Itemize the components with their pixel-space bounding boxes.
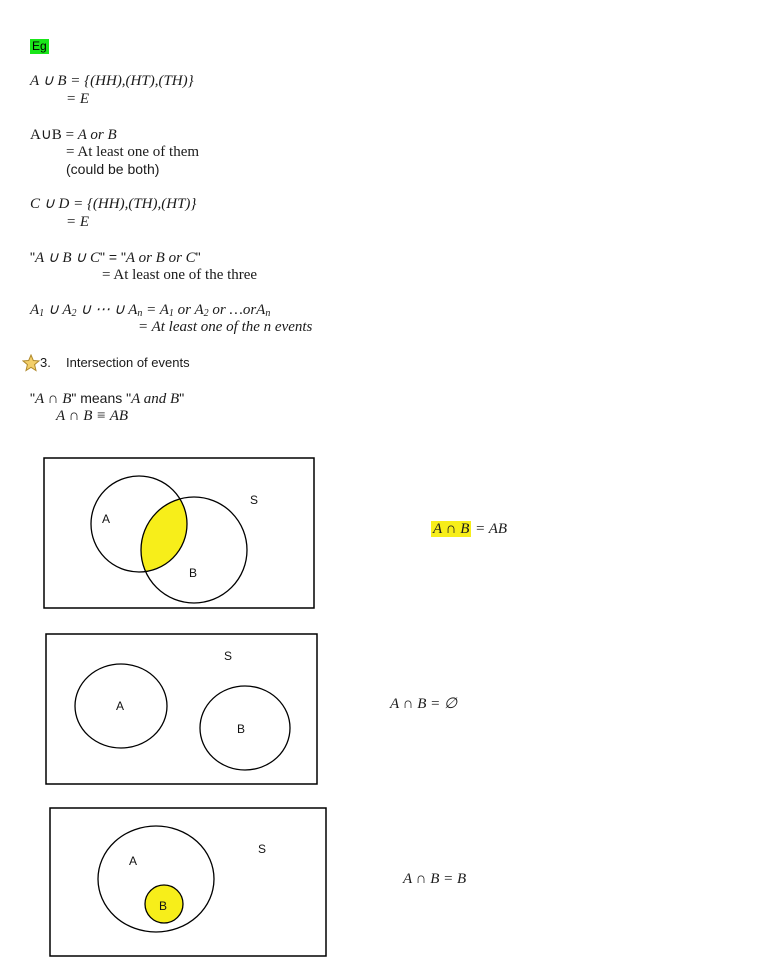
union-ab-line1: A ∪ B = {(HH),(HT),(TH)} bbox=[30, 73, 194, 89]
n-events-sub2: 2 bbox=[71, 308, 77, 319]
label-a: A bbox=[116, 699, 125, 713]
int-quote-close: " bbox=[179, 390, 185, 406]
three-lhs: A ∪ B ∪ C bbox=[34, 250, 101, 266]
n-events-sub1: 1 bbox=[39, 308, 45, 319]
int-quote-open: " bbox=[30, 390, 35, 406]
section-number: 3. bbox=[40, 355, 51, 370]
diagram1-caption-rest: = AB bbox=[471, 521, 508, 537]
label-s: S bbox=[258, 842, 267, 856]
or-def-prefix: A∪B = bbox=[30, 127, 78, 143]
diagram2-caption: A ∩ B = ∅ bbox=[390, 696, 458, 712]
or-def-line3: (could be both) bbox=[66, 161, 160, 177]
label-s: S bbox=[224, 649, 233, 663]
int-lhs: A ∩ B bbox=[34, 391, 72, 407]
label-a: A bbox=[129, 854, 138, 868]
label-s: S bbox=[250, 493, 259, 507]
section-title: Intersection of events bbox=[66, 355, 190, 370]
label-b: B bbox=[189, 566, 198, 580]
three-quote-close: " bbox=[195, 249, 201, 265]
union-ab-line2: = E bbox=[66, 91, 90, 107]
three-rhs: A or B or C bbox=[125, 250, 196, 266]
n-events-line2: = At least one of the n events bbox=[138, 319, 313, 335]
n-events-subn: n bbox=[137, 308, 143, 319]
n-events-eq: = A bbox=[142, 302, 169, 318]
or-def-math: A or B bbox=[77, 127, 117, 143]
three-quote-open: " bbox=[30, 249, 35, 265]
n-events-sub3: 1 bbox=[168, 308, 174, 319]
eg-highlight-tag: Eg bbox=[32, 39, 47, 53]
n-events-or1: or A bbox=[173, 302, 204, 318]
sample-space-box bbox=[50, 808, 326, 956]
n-events-a1: A bbox=[30, 302, 40, 318]
union-cd-line1: C ∪ D = {(HH),(TH),(HT)} bbox=[30, 196, 197, 212]
n-events-cup1: ∪ A bbox=[44, 302, 72, 318]
n-events-or2: or …orA bbox=[208, 302, 266, 318]
int-rhs: A and B bbox=[131, 391, 180, 407]
label-b: B bbox=[237, 722, 246, 736]
label-a: A bbox=[102, 512, 111, 526]
diagram3-caption: A ∩ B = B bbox=[403, 871, 467, 887]
int-mid: " means " bbox=[71, 390, 132, 406]
intersection-def-line2: A ∩ B ≡ AB bbox=[56, 408, 129, 424]
union-cd-line2: = E bbox=[66, 214, 90, 230]
or-def-line2: = At least one of them bbox=[66, 144, 200, 160]
label-b: B bbox=[159, 899, 168, 913]
three-union-line2: = At least one of the three bbox=[102, 267, 258, 283]
n-events-sub4: 2 bbox=[203, 308, 209, 319]
three-mid: " = " bbox=[100, 249, 126, 265]
n-events-sub5: n bbox=[265, 308, 271, 319]
diagram1-caption-highlight: A ∩ B bbox=[433, 521, 470, 537]
n-events-cup2: ∪ ⋯ ∪ A bbox=[76, 302, 138, 318]
